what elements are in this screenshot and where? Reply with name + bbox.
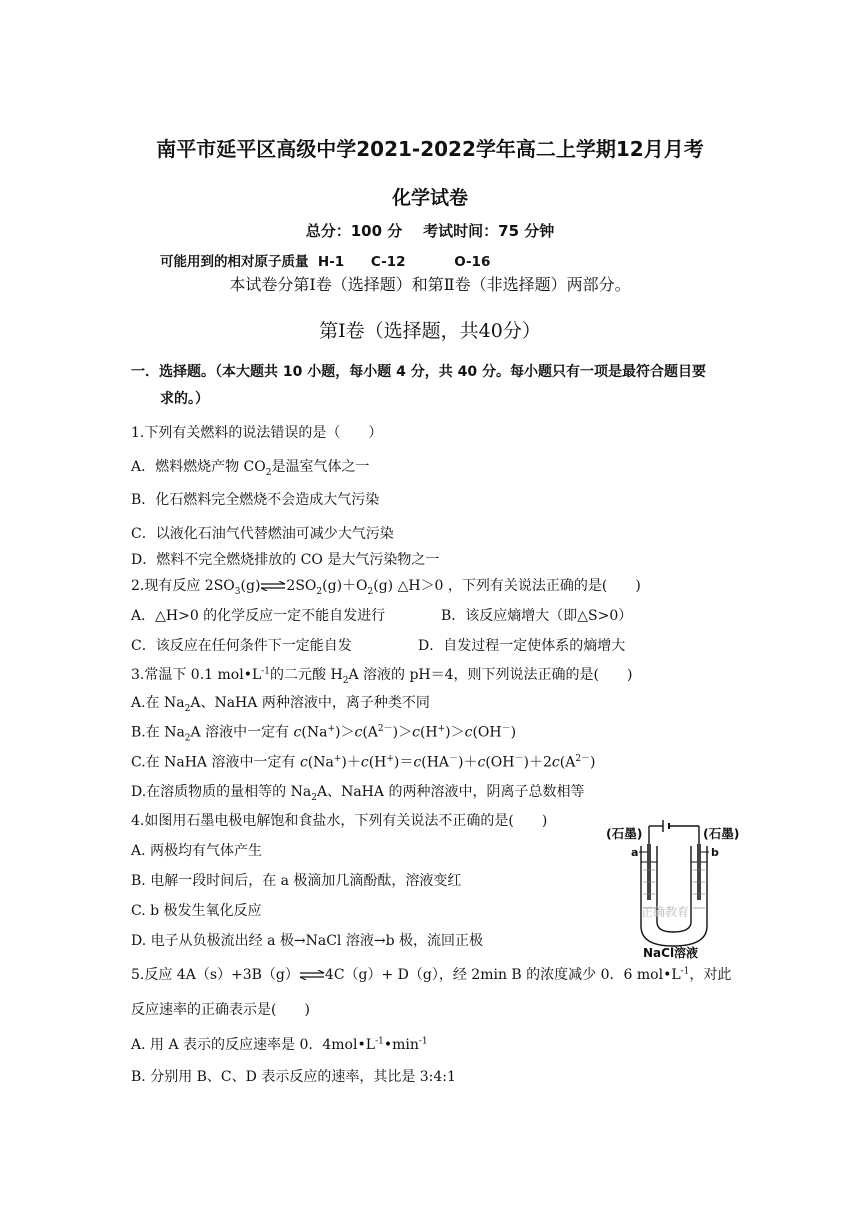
electrode-b-label: b (711, 846, 719, 859)
atomic-mass-line (160, 250, 490, 270)
atomic-mass-o: O-16 (454, 254, 491, 270)
q2-option-d: D．自发过程一定使体系的熵增大 (418, 638, 626, 654)
q5-option-a: A. 用 A 表示的反应速率是 0．$4mol•L^{-1}•\min^{-1}$ (131, 1036, 428, 1053)
q5-stem-line1: 5.反应 4A（s）+3B（g） 4C（g）+ D（g），经 2min B 的浓度减少 0．6 $mol•L^{-1}$，对此 (131, 966, 732, 983)
exam-subtitle: 化学试卷 (391, 187, 468, 209)
q4-option-d: D. 电子从负极流出经 a 极→NaCl 溶液→b 极，流回正极 (131, 933, 483, 949)
atomic-mass-label: 可能用到的相对原子质量 (160, 254, 309, 270)
exam-time: 考试时间：75 分钟 (423, 222, 555, 240)
exam-intro: 本试卷分第Ⅰ卷（选择题）和第Ⅱ卷（非选择题）两部分。 (229, 275, 631, 294)
q3-option-a: A.在 $Na_2A$、NaHA 两种溶液中，离子种类不同 (131, 695, 430, 714)
q3-option-d: D.在溶质物质的量相等的 $Na_2A$、NaHA 的两种溶液中，阴离子总数相等 (131, 784, 585, 803)
q1-stem: 1.下列有关燃料的说法错误的是（ ） (131, 425, 383, 441)
q3-option-c: C.在 NaHA 溶液中一定有 $c(Na^+)+c(H^+)=c(HA^-)+c(OH^-)+2c(A^{2-})$ (131, 754, 596, 771)
section-title: 第Ⅰ卷（选择题，共40分） (319, 320, 541, 342)
equilibrium-arrow-icon (299, 970, 325, 980)
part-heading-line1: 一．选择题。（本大题共 10 小题，每小题 4 分，共 40 分。每小题只有一项是最符合题目要 (131, 364, 706, 380)
solution-label: NaCl溶液 (643, 946, 699, 960)
q3-stem: 3.常温下 0.1 $mol•L^{-1}$的二元酸 $H_2A$ 溶液的 pH＝4，则下列说法正确的是( ) (131, 666, 633, 686)
exam-title: 南平市延平区高级中学2021-2022学年高二上学期12月月考 (156, 137, 704, 161)
electrolysis-u-tube-figure (603, 818, 753, 960)
q5-stem-line2: 反应速率的正确表示是( ) (131, 1002, 310, 1018)
q2-option-a: A．△H>0 的化学反应一定不能自发进行 (131, 608, 386, 624)
q2-stem: 2.现有反应 $2SO_3(g)$ $2SO_2(g)+O_2(g)$ △H＞0 ，下列有关说法正确的是( ) (131, 578, 641, 597)
atomic-mass-c: C-12 (370, 254, 406, 270)
equilibrium-arrow-icon (260, 581, 286, 591)
left-electrode-label: (石墨) (606, 826, 643, 841)
atomic-mass-h: H-1 (317, 254, 345, 270)
q1-option-c: C．以液化石油气代替燃油可减少大气污染 (131, 526, 394, 542)
q4-option-b: B. 电解一段时间后，在 a 极滴加几滴酚酞，溶液变红 (131, 873, 462, 889)
q1-option-b: B．化石燃料完全燃烧不会造成大气污染 (131, 492, 380, 508)
q2-option-b: B．该反应熵增大（即△S>0） (441, 608, 633, 624)
watermark-text: 正确教育 (641, 905, 690, 919)
score-time-line (0, 220, 860, 241)
q4-option-a: A. 两极均有气体产生 (131, 843, 263, 859)
q3-option-b: B.在 $Na_2A$ 溶液中一定有 $c(Na^+)>c(A^{2-})>c(H^+)>c(OH^-)$ (131, 724, 517, 744)
q4-option-c: C. b 极发生氧化反应 (131, 903, 262, 919)
q2-option-c: C．该反应在任何条件下一定能自发 (131, 638, 352, 654)
q4-stem: 4.如图用石墨电极电解饱和食盐水，下列有关说法不正确的是( ) (131, 813, 548, 829)
electrode-b-rod (697, 844, 701, 900)
total-score: 总分：100 分 (305, 222, 403, 240)
electrode-a-label: a (631, 846, 639, 859)
q1-option-d: D．燃料不完全燃烧排放的 CO 是大气污染物之一 (131, 552, 440, 568)
u-tube-inner (657, 846, 691, 932)
q5-option-b: B. 分别用 B、C、D 表示反应的速率，其比是 3:4:1 (131, 1069, 456, 1085)
q1-option-a: A．燃料燃烧产物 $CO_2$是温室气体之一 (131, 459, 370, 478)
part-heading-line2: 求的。） (160, 391, 209, 407)
right-electrode-label: (石墨) (703, 826, 740, 841)
electrode-a-rod (647, 844, 651, 900)
